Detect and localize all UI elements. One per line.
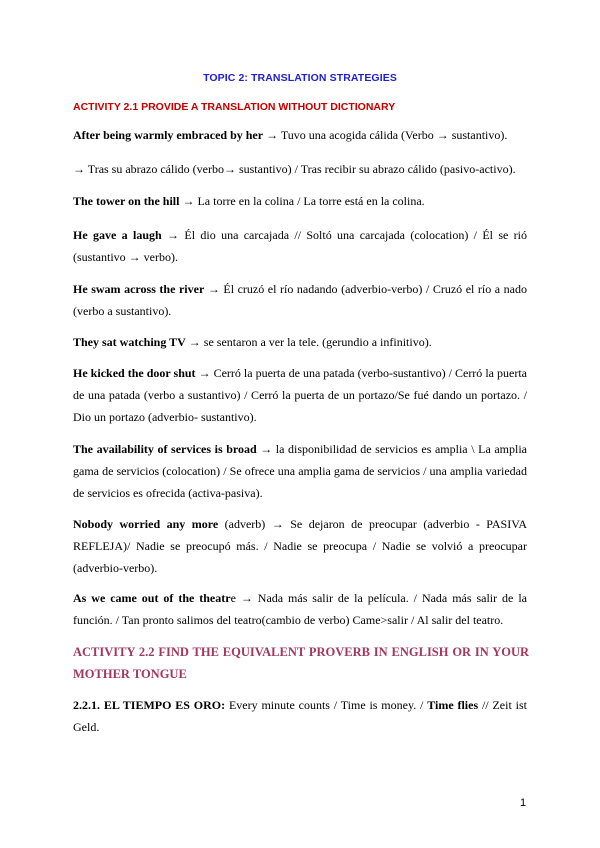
proverb-item xyxy=(73,694,527,738)
translation-text: → Tras su abrazo cálido (verbo→ sustantivo) / Tras recibir su abrazo cálido (pasivo-activo). xyxy=(73,162,516,176)
source-phrase: As we came out of the theatr xyxy=(73,591,231,605)
proverb-highlight: Time flies xyxy=(427,698,479,712)
translation-text: → La torre en la colina / La torre está en la colina. xyxy=(179,194,425,208)
source-phrase: They sat watching TV xyxy=(73,335,186,349)
source-phrase: He swam across the river xyxy=(73,282,205,296)
proverb-text: // Zeit ist Geld. xyxy=(73,698,527,734)
source-phrase: Nobody worried any more xyxy=(73,517,219,531)
translation-item xyxy=(73,158,527,180)
translation-item xyxy=(73,190,527,212)
proverb-source: 2.2.1. EL TIEMPO ES ORO: xyxy=(73,698,226,712)
topic-title: TOPIC 2: TRANSLATION STRATEGIES xyxy=(203,72,397,84)
translation-item xyxy=(73,224,527,268)
translation-item xyxy=(73,331,527,353)
page-number: 1 xyxy=(520,797,527,809)
translation-item xyxy=(73,362,527,428)
source-phrase: The availability of services is broad xyxy=(73,442,257,456)
translation-text: e → Nada más salir de la película. / Nada más salir de la función. / Tan pronto salimos del teatro(cambio de verbo) Came>salir / Al salir del teatro. xyxy=(73,591,527,627)
translation-item xyxy=(73,124,527,146)
translation-text: → Él dio una carcajada // Soltó una carcajada (colocation) / Él se rió (sustantivo → verbo). xyxy=(73,228,528,264)
translation-item xyxy=(73,513,527,579)
source-phrase: The tower on the hill xyxy=(73,194,180,208)
translation-item xyxy=(73,587,527,631)
activity-2-1-title: ACTIVITY 2.1 PROVIDE A TRANSLATION WITHOUT DICTIONARY xyxy=(73,101,396,113)
source-phrase: He gave a laugh xyxy=(73,228,162,242)
translation-text: → Cerró la puerta de una patada (verbo-sustantivo) / Cerró la puerta de una patada (verbo a sustantivo) / Cerró la puerta de un portazo/Se fué dando un portazo. / Dio un portazo (adverbio- sustantivo). xyxy=(73,366,527,424)
translation-text: → Él cruzó el río nadando (adverbio-verbo) / Cruzó el río a nado (verbo a sustantivo). xyxy=(73,282,527,318)
translation-text: (adverb) → Se dejaron de preocupar (adverbio - PASIVA REFLEJA)/ Nadie se preocupó más. / Nadie se preocupa / Nadie se volvió a preocupar (adverbio-verbo). xyxy=(73,517,527,575)
translation-text: → la disponibilidad de servicios es amplia \ La amplia gama de servicios (colocation) / Se ofrece una amplia gama de servicios / una amplia variedad de servicios es ofrecida (activa-pasiva). xyxy=(73,442,527,500)
translation-text: → Tuvo una acogida cálida (Verbo → sustantivo). xyxy=(263,128,508,142)
translation-item xyxy=(73,278,527,322)
source-phrase: After being warmly embraced by her xyxy=(73,128,264,142)
translation-text: → se sentaron a ver la tele. (gerundio a infinitivo). xyxy=(185,335,432,349)
proverb-text: Every minute counts / Time is money. / xyxy=(225,698,428,712)
source-phrase: He kicked the door shut xyxy=(73,366,196,380)
translation-item xyxy=(73,438,527,504)
activity-2-2-title: ACTIVITY 2.2 FIND THE EQUIVALENT PROVERB IN ENGLISH OR IN YOUR MOTHER TONGUE xyxy=(73,645,529,681)
